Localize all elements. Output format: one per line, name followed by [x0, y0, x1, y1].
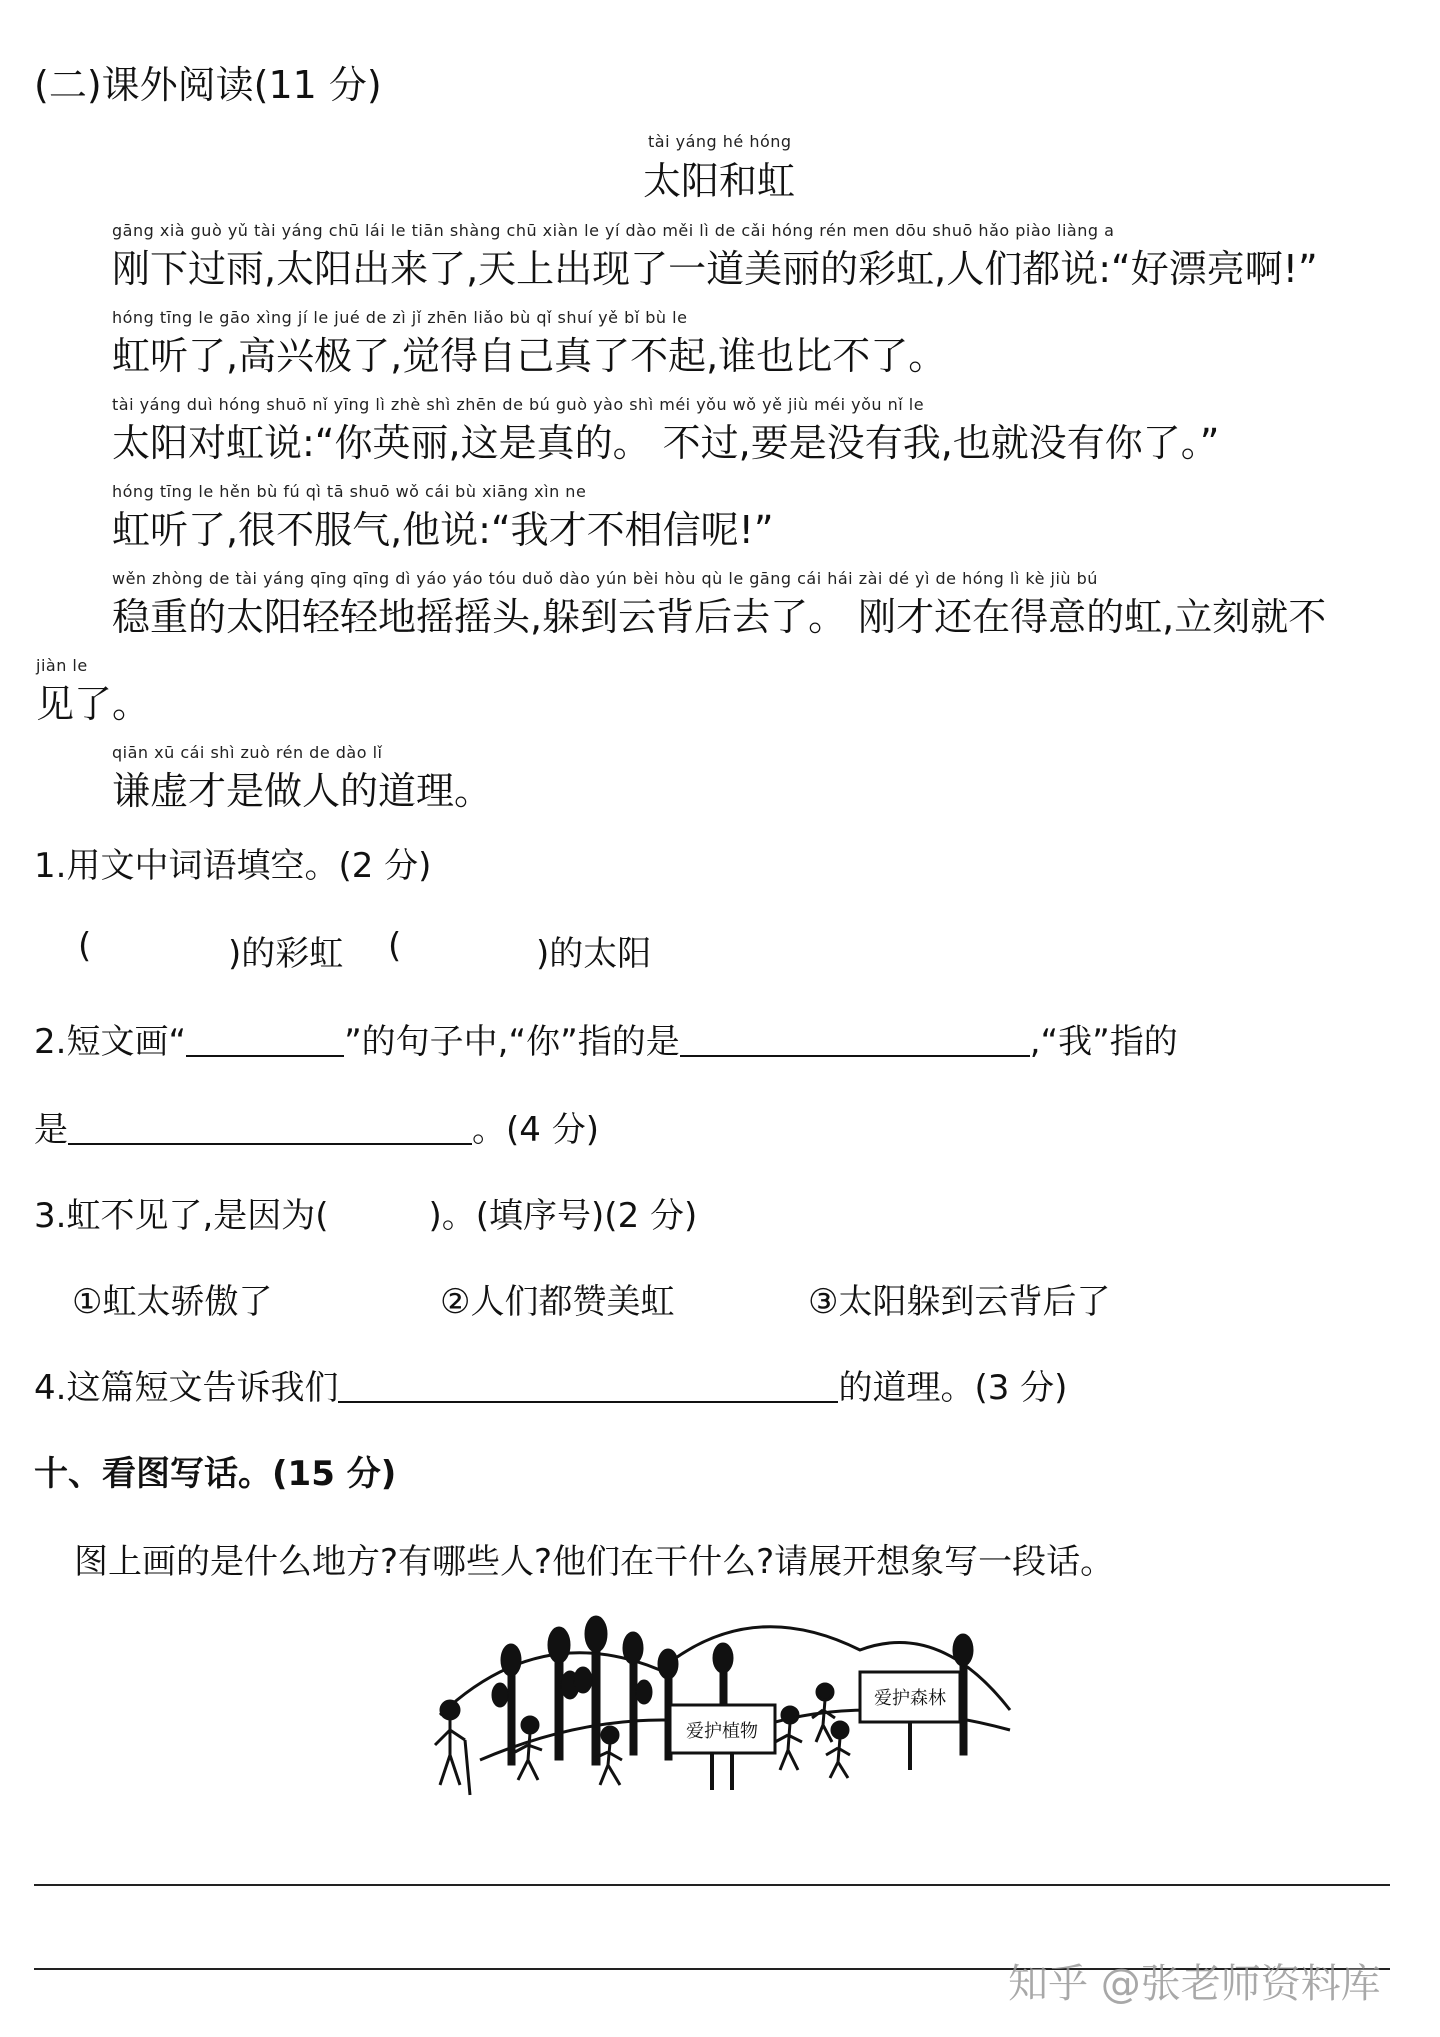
question-4	[34, 1360, 1067, 1409]
q2-answer-blank-2[interactable]	[68, 1109, 472, 1145]
line-2-text: 虹听了,高兴极了,觉得自己真了不起,谁也比不了。	[112, 334, 947, 378]
forest-illustration	[420, 1600, 1020, 1815]
passage-title: 太阳和虹	[643, 159, 796, 203]
q3-option-2: ②人们都赞美虹	[440, 1282, 675, 1322]
line-3-pinyin: tài yáng duì hóng shuō nǐ yīng lì zhè shì zhēn de bú guò yào shì méi yǒu wǒ yě jiù méi yǒu nǐ le	[112, 395, 925, 414]
sign-protect-plants: 爱护植物	[686, 1721, 758, 1742]
section-ten-prompt: 图上画的是什么地方?有哪些人?他们在干什么?请展开想象写一段话。	[74, 1542, 1115, 1582]
question-1: 1.用文中词语填空。(2 分)	[34, 846, 432, 886]
q2-text-3: ,“我”指的	[1029, 1022, 1178, 1062]
q4-text-1: 4.这篇短文告诉我们	[34, 1368, 339, 1408]
line-6-pinyin: jiàn le	[36, 656, 88, 675]
section-ten-title: 十、看图写话。(15 分)	[34, 1454, 397, 1494]
writing-line-1[interactable]	[34, 1884, 1390, 1886]
line-4-text: 虹听了,很不服气,他说:“我才不相信呢!”	[112, 508, 774, 552]
question-2-cont	[34, 1102, 599, 1151]
q2-text-4: 是	[34, 1110, 68, 1150]
q2-answer-blank-1[interactable]	[680, 1021, 1030, 1057]
line-5-text: 稳重的太阳轻轻地摇摇头,躲到云背后去了。 刚才还在得意的虹,立刻就不	[112, 595, 1327, 639]
q2-text-1: 2.短文画“	[34, 1022, 187, 1062]
q3-option-1: ①虹太骄傲了	[72, 1282, 273, 1322]
line-1-pinyin: gāng xià guò yǔ tài yáng chū lái le tiān shàng chū xiàn le yí dào měi lì de cǎi hóng rén men dōu shuō hǎo piào liàng a	[112, 221, 1115, 240]
question-3	[34, 1188, 697, 1237]
q4-answer-blank[interactable]	[338, 1367, 838, 1403]
line-1-text: 刚下过雨,太阳出来了,天上出现了一道美丽的彩虹,人们都说:“好漂亮啊!”	[112, 247, 1318, 291]
q1-blank-1-open: (	[78, 926, 92, 966]
line-5-pinyin: wěn zhòng de tài yáng qīng qīng dì yáo yáo tóu duǒ dào yún bèi hòu qù le gāng cái hái zài dé yì de hóng lì kè jiù bú	[112, 569, 1098, 588]
q1-blank-1-close: )的彩虹	[228, 934, 344, 974]
q4-text-2: 的道理。(3 分)	[838, 1368, 1068, 1408]
section-title: (二)课外阅读(11 分)	[34, 63, 382, 107]
line-4-pinyin: hóng tīng le hěn bù fú qì tā shuō wǒ cái bù xiāng xìn ne	[112, 482, 587, 501]
title-pinyin: tài yáng hé hóng	[648, 132, 792, 151]
line-7-pinyin: qiān xū cái shì zuò rén de dào lǐ	[112, 743, 383, 762]
line-7-text: 谦虚才是做人的道理。	[112, 769, 493, 813]
q2-underline-blank[interactable]	[186, 1021, 344, 1057]
line-2-pinyin: hóng tīng le gāo xìng jí le jué de zì jǐ zhēn liǎo bù qǐ shuí yě bǐ bù le	[112, 308, 688, 327]
watermark: 知乎 @张老师资料库	[1008, 1961, 1381, 2007]
q1-blank-2-open: (	[388, 926, 402, 966]
q3-text-2: )。(填序号)(2 分)	[428, 1196, 698, 1236]
line-3-text: 太阳对虹说:“你英丽,这是真的。 不过,要是没有我,也就没有你了。”	[112, 421, 1220, 465]
q3-text-1: 3.虹不见了,是因为(	[34, 1196, 329, 1236]
q3-option-3: ③太阳躲到云背后了	[808, 1282, 1111, 1322]
question-2	[34, 1014, 1178, 1063]
q2-text-2: ”的句子中,“你”指的是	[344, 1022, 680, 1062]
line-6-text: 见了。	[36, 682, 151, 726]
q2-text-5: 。(4 分)	[472, 1110, 599, 1150]
sign-protect-forest: 爱护森林	[874, 1688, 946, 1709]
q1-blank-2-close: )的太阳	[536, 934, 652, 974]
